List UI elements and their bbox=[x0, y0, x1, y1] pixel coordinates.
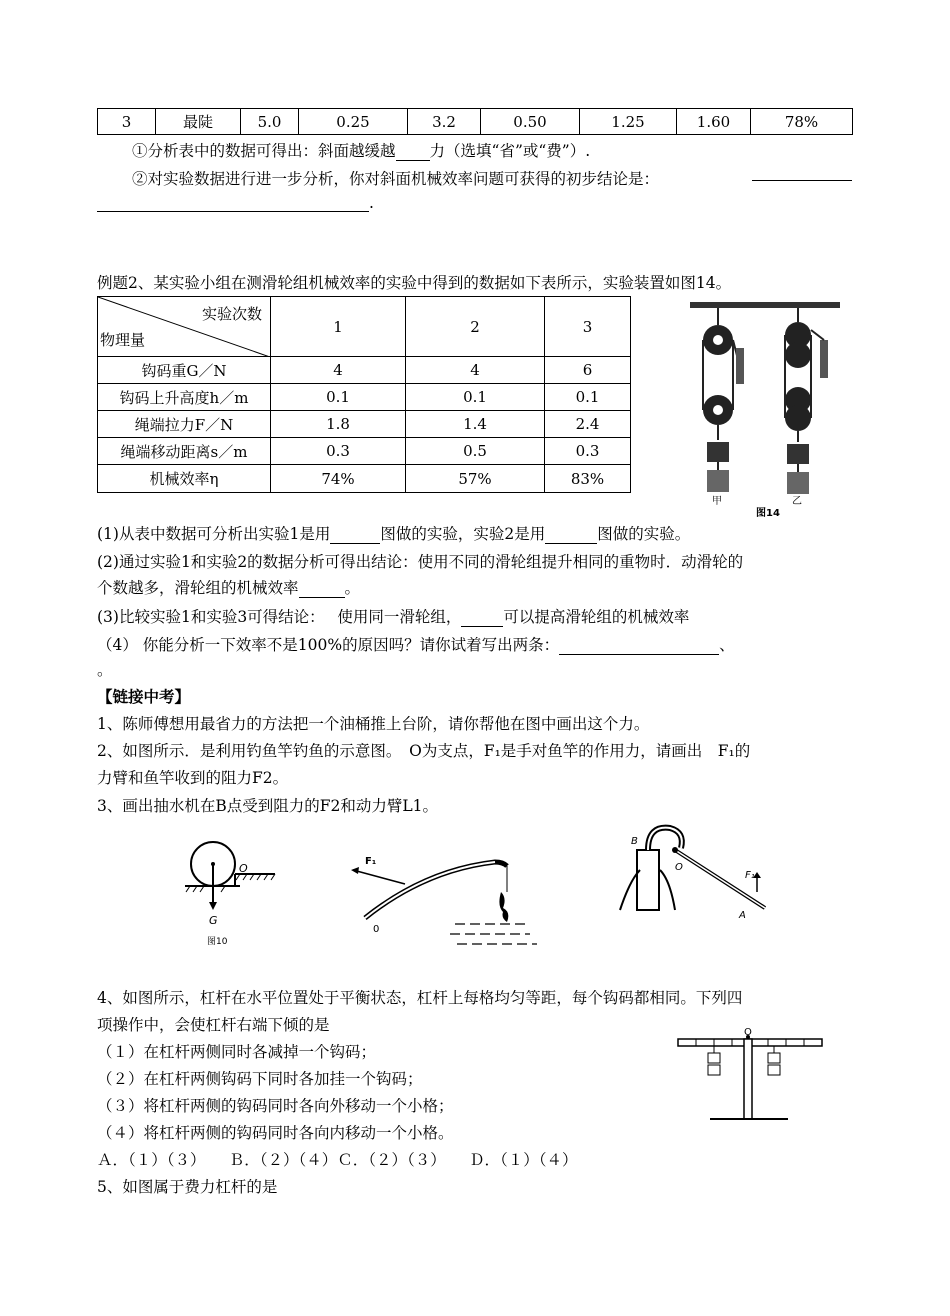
label-g: G bbox=[209, 914, 218, 927]
fishing-rod bbox=[365, 862, 507, 918]
table-cell: 1.60 bbox=[677, 109, 751, 135]
example2-intro: 例题2、某实验小组在测滑轮组机械效率的实验中得到的数据如下表所示，实验装置如图14。 bbox=[97, 274, 732, 292]
table-cell: 78% bbox=[751, 109, 853, 135]
label-o: O bbox=[675, 862, 683, 873]
label-b: B bbox=[631, 836, 638, 847]
figure-caption: 图10 bbox=[207, 937, 228, 947]
label-f1: F₁ bbox=[365, 856, 377, 867]
table-cell: 0.3 bbox=[545, 438, 631, 465]
ex2-text: 、 bbox=[719, 636, 735, 654]
pulley-figure-14 bbox=[680, 300, 860, 520]
weight-block bbox=[787, 472, 809, 494]
lever-stand bbox=[744, 1039, 752, 1119]
q5-line1: 5、如图属于费力杠杆的是 bbox=[97, 1178, 278, 1196]
ex2-q4 bbox=[97, 633, 735, 655]
table-cell: 1.8 bbox=[271, 411, 406, 438]
movable-pulley bbox=[785, 405, 811, 431]
table-cell: 0.3 bbox=[271, 438, 406, 465]
table-cell: 57% bbox=[406, 465, 545, 493]
row-label: 绳端拉力F／N bbox=[98, 411, 271, 438]
answer-blank[interactable] bbox=[330, 529, 380, 544]
spring-scale bbox=[820, 340, 828, 378]
q1-line1 bbox=[132, 139, 590, 161]
ex2-q4-line2: 。 bbox=[97, 661, 113, 679]
ex2-text: 可以提高滑轮组的机械效率 bbox=[503, 608, 690, 626]
table-cell: 3.2 bbox=[408, 109, 481, 135]
table-cell: 0.1 bbox=[545, 384, 631, 411]
ex2-text: 个数越多，滑轮组的机械效率 bbox=[97, 579, 299, 597]
answer-blank[interactable] bbox=[299, 583, 345, 598]
fixed-pulley bbox=[785, 342, 811, 368]
row-label: 钩码重G／N bbox=[98, 357, 271, 384]
answer-blank[interactable] bbox=[396, 146, 430, 161]
pulley-system-yi bbox=[785, 308, 828, 494]
label-o: O bbox=[239, 862, 248, 875]
table-cell: 0.5 bbox=[406, 438, 545, 465]
ex2-text: 图做的实验。 bbox=[597, 525, 691, 543]
ceiling-bar bbox=[690, 302, 840, 308]
row-label: 机械效率η bbox=[98, 465, 271, 493]
table-cell: 4 bbox=[271, 357, 406, 384]
table-row bbox=[98, 438, 631, 465]
table-cell: 1.25 bbox=[580, 109, 677, 135]
water-pump-figure bbox=[615, 820, 775, 920]
answer-blank[interactable] bbox=[97, 197, 369, 212]
table-cell: 4 bbox=[406, 357, 545, 384]
table-cell: 0.1 bbox=[406, 384, 545, 411]
q1-text: . bbox=[369, 194, 374, 212]
answer-blank[interactable] bbox=[461, 612, 503, 627]
label-jia: 甲 bbox=[712, 496, 722, 507]
table-cell: 2.4 bbox=[545, 411, 631, 438]
exam-q3: 3、画出抽水机在B点受到阻力的F2和动力臂L1。 bbox=[97, 797, 439, 815]
answer-blank[interactable] bbox=[559, 640, 719, 655]
water-lines bbox=[450, 924, 537, 944]
table-cell: 最陡 bbox=[156, 109, 241, 135]
weight-block bbox=[787, 444, 809, 464]
fish bbox=[499, 892, 508, 922]
pump-body bbox=[637, 850, 659, 910]
force-f1-arrow bbox=[353, 870, 405, 884]
row-label: 钩码上升高度h／m bbox=[98, 384, 271, 411]
oil-drum-figure bbox=[185, 840, 285, 950]
pivot-label: O bbox=[744, 1027, 752, 1038]
exam-q1: 1、陈师傅想用最省力的方法把一个油桶推上台阶，请你帮他在图中画出这个力。 bbox=[97, 715, 650, 733]
label-o: 0 bbox=[373, 924, 380, 935]
answer-blank[interactable] bbox=[752, 166, 852, 181]
q4-option-3: （３）将杠杆两侧的钩码同时各向外移动一个小格； bbox=[97, 1097, 454, 1115]
q4-option-1: （１）在杠杆两侧同时各减掉一个钩码； bbox=[97, 1043, 377, 1061]
table-cell: 0.25 bbox=[299, 109, 408, 135]
header-bottom: 物理量 bbox=[100, 331, 146, 349]
table-row bbox=[98, 411, 631, 438]
spring-scale bbox=[736, 348, 744, 384]
table-cell: 6 bbox=[545, 357, 631, 384]
ex2-q2-line2 bbox=[97, 576, 360, 598]
q4-option-4: （４）将杠杆两侧的钩码同时各向内移动一个小格。 bbox=[97, 1124, 454, 1142]
table-row bbox=[98, 357, 631, 384]
table-cell: 5.0 bbox=[241, 109, 299, 135]
weight-block bbox=[707, 470, 729, 492]
hook-weight bbox=[708, 1053, 720, 1063]
lever-figure bbox=[670, 1025, 830, 1125]
row-label: 绳端移动距离s／m bbox=[98, 438, 271, 465]
ex2-q2-line1: (2)通过实验1和实验2的数据分析可得出结论：使用不同的滑轮组提升相同的重物时．动滑轮的 bbox=[97, 553, 744, 571]
table-cell: 83% bbox=[545, 465, 631, 493]
table-cell: 0.50 bbox=[481, 109, 580, 135]
table-cell: 0.1 bbox=[271, 384, 406, 411]
table-row bbox=[98, 465, 631, 493]
figure-caption: 图14 bbox=[756, 508, 780, 519]
table-row bbox=[98, 384, 631, 411]
q4-choices: Ａ．（１）（３） Ｂ．（２）（４）Ｃ．（２）（３） Ｄ．（１）（４） bbox=[97, 1151, 578, 1169]
ex2-text: （4） 你能分析一下效率不是100%的原因吗？请你试着写出两条： bbox=[97, 636, 560, 654]
incline-table-row bbox=[97, 108, 853, 135]
answer-blank[interactable] bbox=[545, 529, 597, 544]
q4-line2: 项操作中，会使杠杆右端下倾的是 bbox=[97, 1016, 330, 1034]
table-cell: 1.4 bbox=[406, 411, 545, 438]
weight-block bbox=[707, 442, 729, 462]
hook-weight bbox=[768, 1053, 780, 1063]
q1-line3 bbox=[97, 194, 374, 212]
pulley-system-jia bbox=[703, 308, 744, 492]
column-header: 1 bbox=[271, 297, 406, 357]
header-top: 实验次数 bbox=[201, 305, 262, 323]
table-cell: 3 bbox=[98, 109, 156, 135]
hook-weight bbox=[708, 1065, 720, 1075]
water-splash bbox=[620, 870, 675, 910]
ex2-text: 图做的实验，实验2是用 bbox=[380, 525, 546, 543]
q1-text: ①分析表中的数据可得出：斜面越缓越 bbox=[132, 142, 396, 160]
ex2-text: 。 bbox=[344, 579, 361, 597]
column-header: 2 bbox=[406, 297, 545, 357]
label-f1: F₁ bbox=[745, 870, 755, 881]
q1-line2 bbox=[132, 167, 659, 189]
column-header: 3 bbox=[545, 297, 631, 357]
q4-line1: 4、如图所示，杠杆在水平位置处于平衡状态，杠杆上每格均匀等距，每个钩码都相同。下列四 bbox=[97, 989, 743, 1007]
q1-text: 力（选填“省”或“费”）. bbox=[429, 142, 591, 160]
ex2-q1 bbox=[97, 522, 690, 544]
q4-option-2: （２）在杠杆两侧钩码下同时各加挂一个钩码； bbox=[97, 1070, 423, 1088]
fishing-rod-figure bbox=[345, 840, 545, 955]
label-a: A bbox=[739, 910, 746, 920]
table-cell: 74% bbox=[271, 465, 406, 493]
ex2-text: (1)从表中数据可分析出实验1是用 bbox=[97, 525, 331, 543]
exam-q2-line2: 力臂和鱼竿收到的阻力F2。 bbox=[97, 769, 289, 787]
pulley-data-table bbox=[97, 296, 631, 493]
hook-weight bbox=[768, 1065, 780, 1075]
q1-text: ②对实验数据进行进一步分析，你对斜面机械效率问题可获得的初步结论是： bbox=[132, 170, 660, 188]
section-heading: 【链接中考】 bbox=[97, 687, 191, 706]
label-yi: 乙 bbox=[792, 496, 802, 507]
ex2-q3 bbox=[97, 605, 689, 627]
table-header-corner bbox=[98, 297, 271, 357]
ex2-text: (3)比较实验1和实验3可得结论： 使用同一滑轮组， bbox=[97, 608, 462, 626]
exam-q2-line1: 2、如图所示．是利用钓鱼竿钓鱼的示意图。 O为支点，F₁是手对鱼竿的作用力，请画出 F₁的 bbox=[97, 742, 751, 760]
